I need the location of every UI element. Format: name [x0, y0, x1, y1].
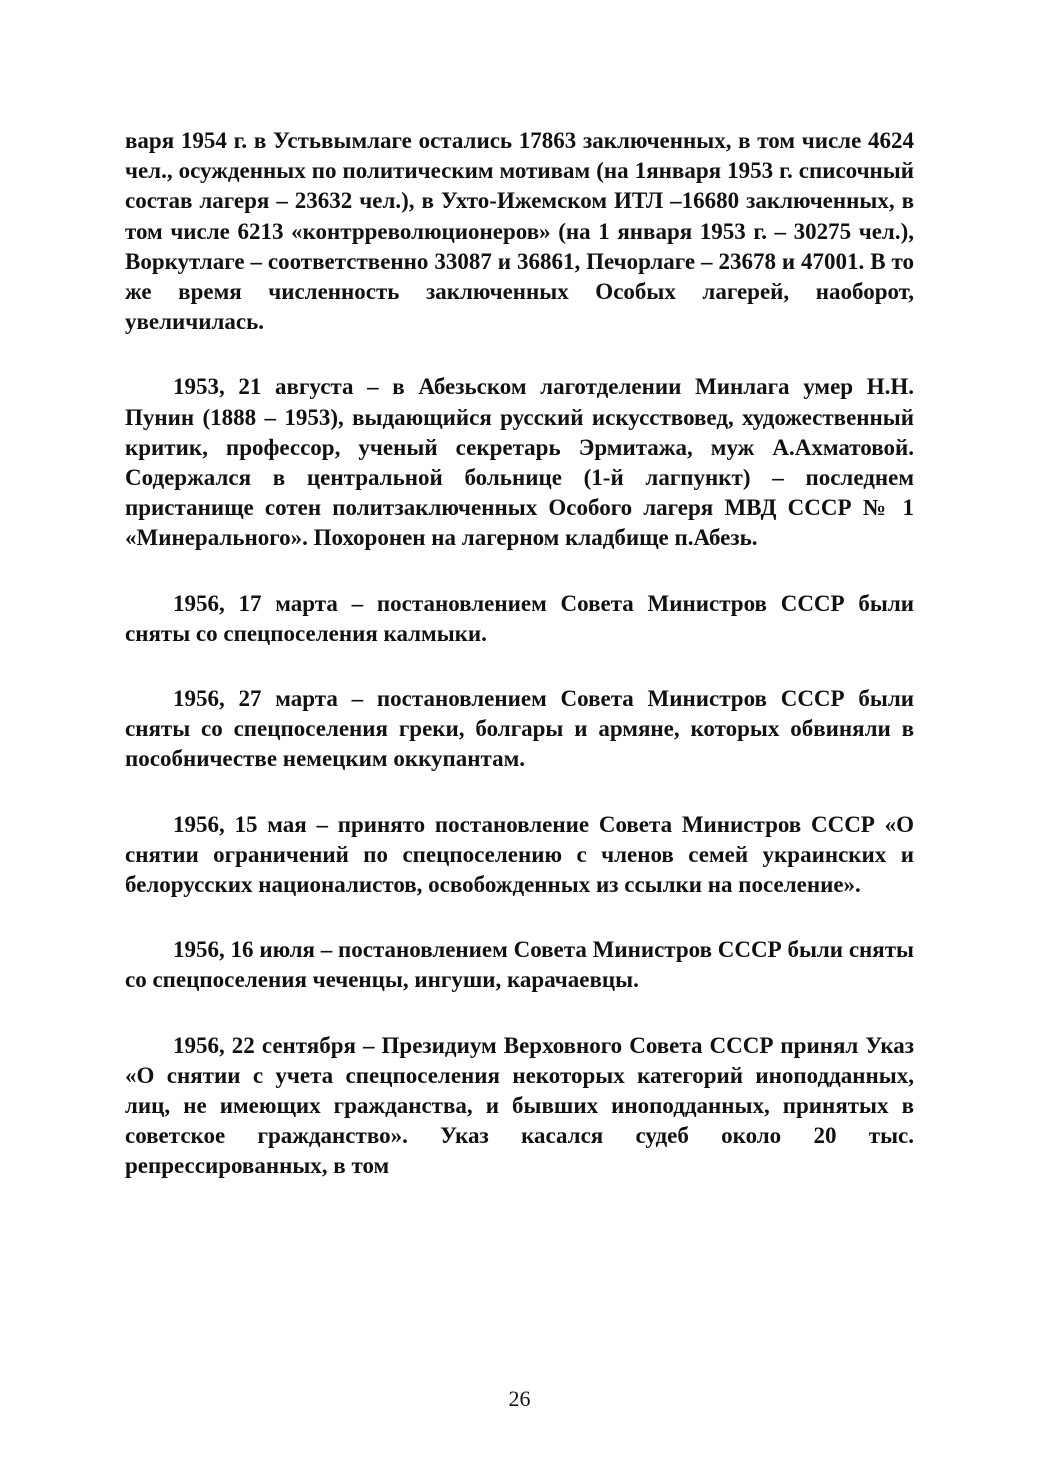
page-number: 26: [508, 1386, 531, 1411]
paragraph-nationalists: 1956, 15 мая – принято постановление Совета Министров СССР «О снятии ограничений по спецпоселению с членов семей украинских и белорусских националистов, освобожденных из ссылки на поселение».: [125, 811, 914, 898]
paragraph-greeks: 1956, 27 марта – постановлением Совета Министров СССР были сняты со спецпоселения греки, болгары и армяне, которых обвиняли в пособничестве немецким оккупантам.: [125, 686, 914, 772]
paragraph-punin: 1953, 21 августа – в Абезьском лаготделении Минлага умер Н.Н. Пунин (1888 – 1953), выдающийся русский искусствовед, художественный критик, профессор, ученый секретарь Эрмитажа, муж А.Ахматовой. Содержался в центральной больнице (1-й лагпункт) – последнем пристанище сотен политзаключенных Особого лагеря МВД СССР № 1 «Минерального». Похоронен на лагерном кладбище п.Абезь.: [125, 374, 914, 551]
paragraph-gap: [125, 996, 914, 1031]
paragraph-decree: 1956, 22 сентября – Президиум Верховного Совета СССР принял Указ «О снятии с учета спецпоселения некоторых категорий иноподданных, лиц, не имеющих гражданства, и бывших иноподданных, принятых в советское гражданство». Указ касался судеб около 20 тыс. репрессированных, в том: [125, 1032, 914, 1179]
paragraph-kalmyks: 1956, 17 марта – постановлением Совета Министров СССР были сняты со спецпоселения калмыки.: [125, 590, 914, 646]
page-body: [125, 126, 914, 1182]
paragraph-gap: [125, 775, 914, 810]
paragraph-chechens: 1956, 16 июля – постановлением Совета Министров СССР были сняты со спецпоселения чеченцы, ингуши, карачаевцы.: [125, 937, 914, 993]
paragraph-gap: [125, 900, 914, 935]
paragraph-continuation: варя 1954 г. в Устьвымлаге остались 17863 заключенных, в том числе 4624 чел., осужденных по политическим мотивам (на 1января 1953 г. списочный состав лагеря – 23632 чел.), в Ухто-Ижемском ИТЛ –16680 заключенных, в том числе 6213 «контрреволюционеров» (на 1 января 1953 г. – 30275 чел.), Воркутлаге – соответственно 33087 и 36861, Печорлаге – 23678 и 47001. В то же время численность заключенных Особых лагерей, наоборот, увеличилась.: [125, 128, 914, 335]
paragraph-gap: [125, 649, 914, 684]
paragraph-gap: [125, 554, 914, 589]
paragraph-gap: [125, 337, 914, 372]
